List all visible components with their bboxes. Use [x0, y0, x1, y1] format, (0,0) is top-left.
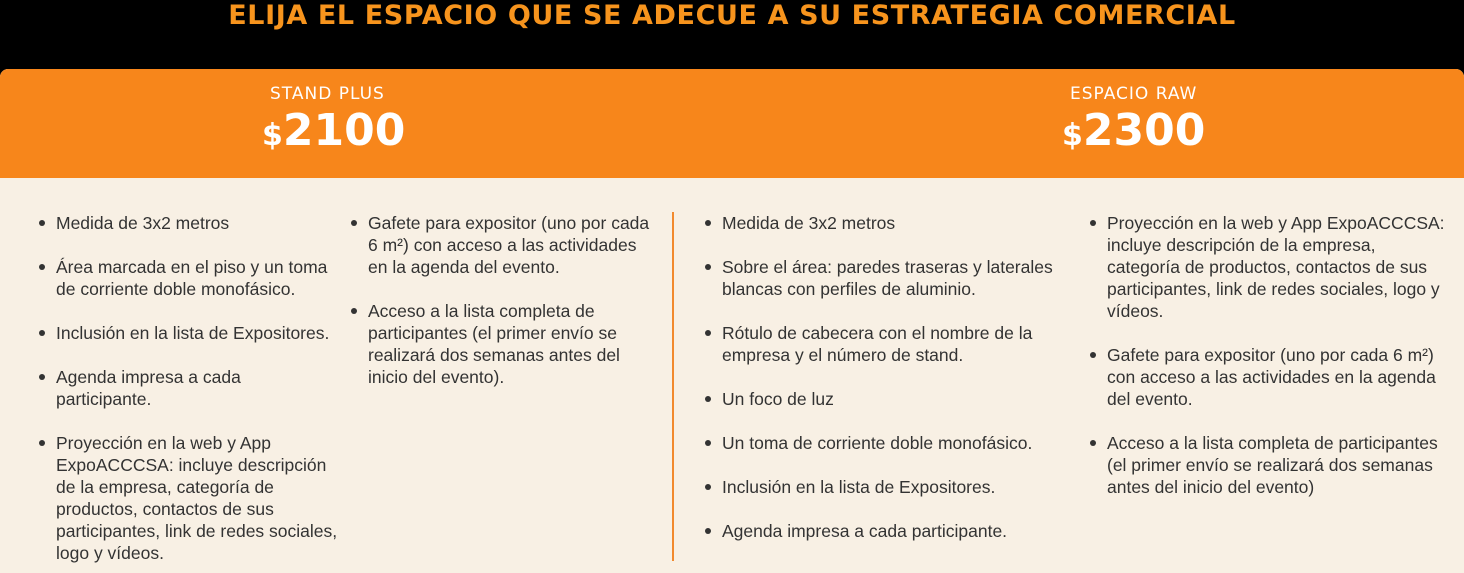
espacio-raw-features-right: [1089, 212, 1451, 520]
plan-name: STAND PLUS: [270, 84, 385, 104]
feature-item: Proyección en la web y App ExpoACCCSA: incluye descripción de la empresa, categoría de productos, contactos de sus participantes, link de redes sociales, logo y vídeos.: [38, 432, 338, 564]
feature-item: Acceso a la lista completa de participantes (el primer envío se realizará dos semanas antes del inicio del evento): [1089, 432, 1451, 498]
feature-item: Un foco de luz: [704, 388, 1066, 410]
plan-header-espacio-raw: [1062, 83, 1205, 164]
plan-name: ESPACIO RAW: [1070, 84, 1198, 104]
feature-item: Gafete para expositor (uno por cada 6 m²) con acceso a las actividades en la agenda del evento.: [350, 212, 656, 278]
feature-item: Inclusión en la lista de Expositores.: [704, 476, 1066, 498]
feature-item: Proyección en la web y App ExpoACCCSA: incluye descripción de la empresa, categoría de productos, contactos de sus participantes, link de redes sociales, logo y vídeos.: [1089, 212, 1451, 322]
price-amount: 2300: [1082, 105, 1206, 156]
stand-plus-features-left: [38, 212, 338, 573]
feature-item: Inclusión en la lista de Expositores.: [38, 322, 338, 344]
price-amount: 2100: [282, 105, 406, 156]
currency-symbol: $: [1062, 118, 1083, 153]
feature-item: Agenda impresa a cada participante.: [38, 366, 338, 410]
feature-item: Rótulo de cabecera con el nombre de la empresa y el número de stand.: [704, 322, 1066, 366]
feature-item: Medida de 3x2 metros: [38, 212, 338, 234]
plan-header-stand-plus: [262, 83, 405, 164]
plan-divider: [672, 212, 674, 561]
feature-item: Sobre el área: paredes traseras y laterales blancas con perfiles de aluminio.: [704, 256, 1066, 300]
feature-item: Gafete para expositor (uno por cada 6 m²) con acceso a las actividades en la agenda del evento.: [1089, 344, 1451, 410]
feature-item: Un toma de corriente doble monofásico.: [704, 432, 1066, 454]
pricing-card: [0, 69, 1464, 573]
pricing-banner: [0, 69, 1464, 178]
feature-item: Área marcada en el piso y un toma de corriente doble monofásico.: [38, 256, 338, 300]
stand-plus-features-right: [350, 212, 656, 410]
feature-item: Acceso a la lista completa de participantes (el primer envío se realizará dos semanas antes del inicio del evento).: [350, 300, 656, 388]
page-title: ELIJA EL ESPACIO QUE SE ADECUE A SU ESTRATEGIA COMERCIAL: [228, 0, 1236, 31]
feature-item: Medida de 3x2 metros: [704, 212, 1066, 234]
espacio-raw-features-left: [704, 212, 1066, 564]
feature-item: Agenda impresa a cada participante.: [704, 520, 1066, 542]
plan-price: [1062, 107, 1205, 164]
currency-symbol: $: [262, 118, 283, 153]
plan-price: [262, 107, 405, 164]
